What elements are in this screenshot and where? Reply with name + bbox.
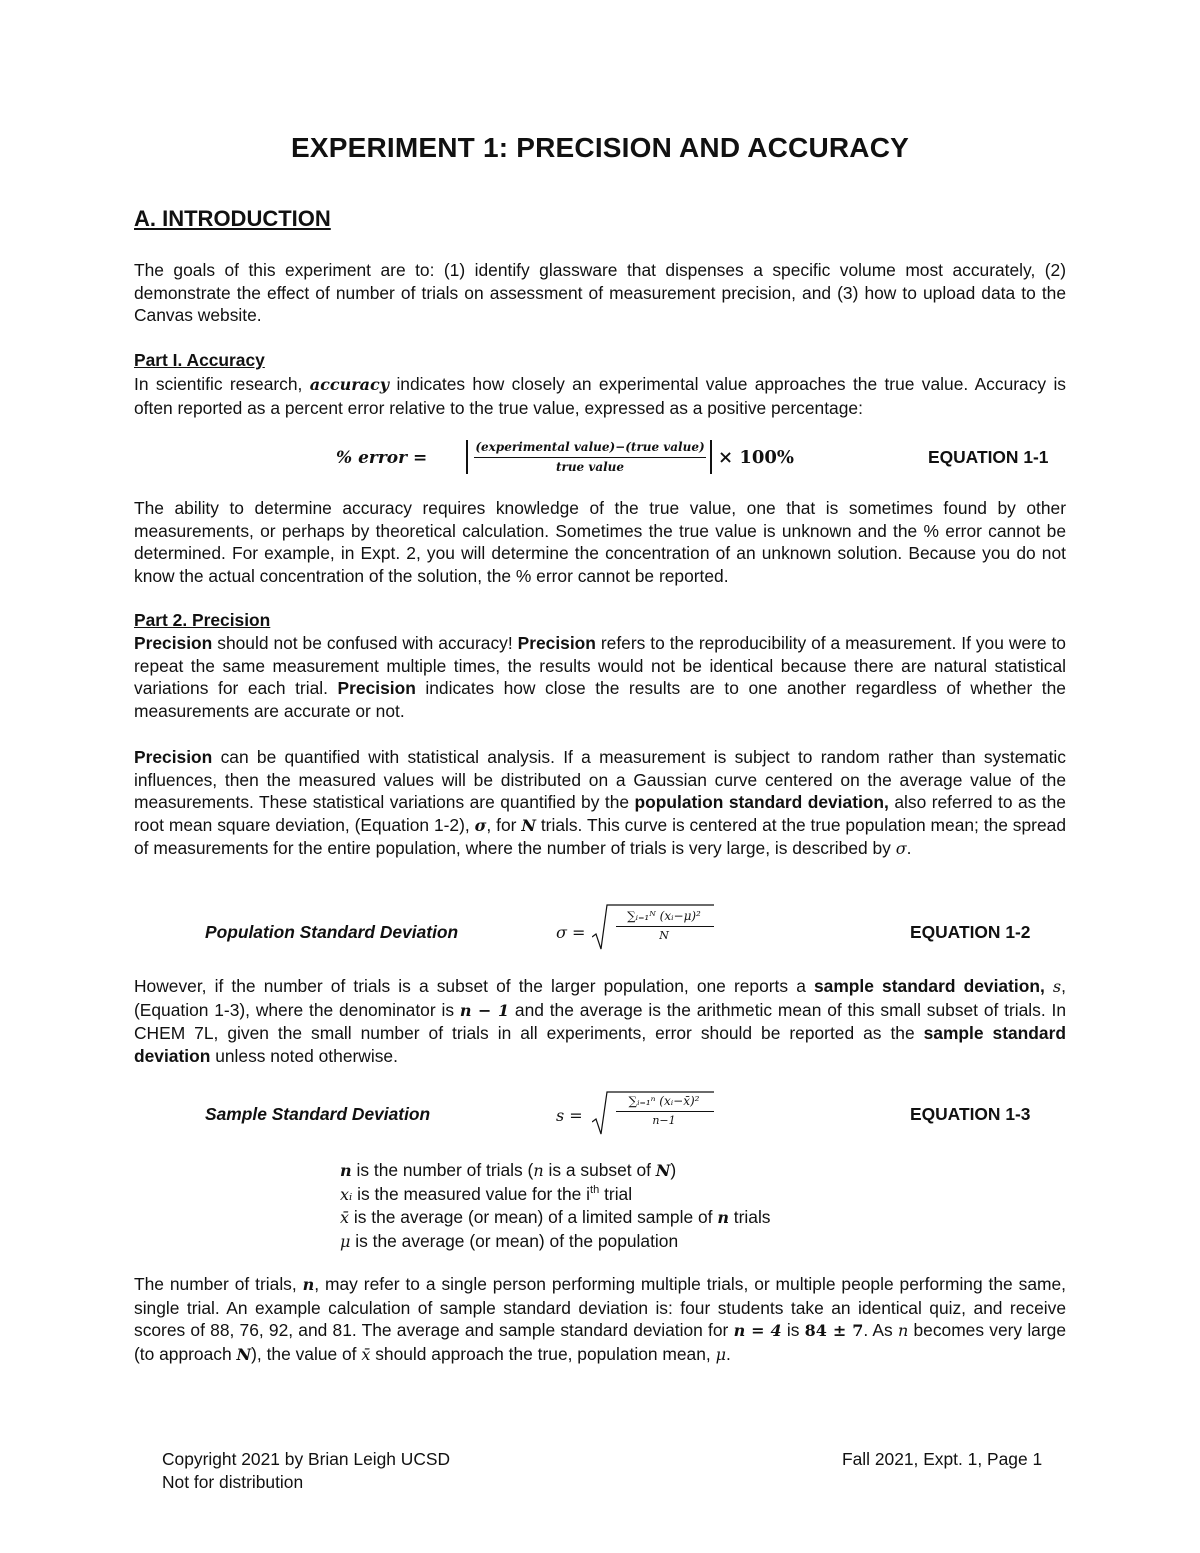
symbol-N: N	[521, 815, 536, 835]
text: can be quantified with statistical analysis. If a measurement is subject to random rather than systematic influences, then the measured values will be distributed on a Gaussian curve centered on the average value of the measurements. These statistical variations are quantified by the	[134, 747, 1066, 813]
symbol: n	[533, 1161, 544, 1180]
text: indicates how closely an experimental value approaches the true value. Accuracy is often reported as a percent error relative to the true value, expressed as a positive percentage:	[134, 374, 1067, 418]
text: and the average is the arithmetic mean of this small subset of trials. In CHEM 7L, given the small number of trials in all experiments, error should be reported as the	[134, 999, 1066, 1044]
term-accuracy: accuracy	[309, 375, 390, 394]
part1-paragraph	[134, 373, 1066, 419]
eq3-numerator: ∑ᵢ₌₁ⁿ (xᵢ−x̄)²	[628, 1094, 700, 1108]
n-minus-1: n − 1	[459, 1000, 510, 1020]
text: is a subset of	[543, 1160, 656, 1180]
text: is the measured value for the i	[352, 1183, 591, 1204]
term-precision: Precision	[134, 633, 213, 653]
equation-1-3-name: Sample Standard Deviation	[205, 1104, 431, 1124]
equation-1-2	[556, 903, 716, 953]
abs-bar-right	[710, 440, 712, 474]
text: The number of trials,	[134, 1274, 297, 1294]
result-value: 84 ± 7	[804, 1321, 864, 1341]
symbol-sigma: σ	[895, 839, 907, 859]
equation-1-1	[336, 438, 806, 478]
text: is the number of trials (	[351, 1160, 534, 1180]
part2-paragraph-4	[134, 1273, 1066, 1366]
footer-page-info: Fall 2021, Expt. 1, Page 1	[842, 1449, 1043, 1469]
superscript: th	[590, 1183, 600, 1196]
part2-heading: Part 2. Precision	[134, 610, 271, 630]
definition-xi	[340, 1183, 771, 1207]
term-precision: Precision	[337, 678, 416, 699]
text: .	[725, 1343, 731, 1364]
eq1-denominator: true value	[555, 460, 625, 474]
text: should not be confused with accuracy!	[217, 633, 513, 653]
text: trial	[599, 1183, 633, 1204]
text: trials	[728, 1207, 771, 1228]
section-heading-introduction: A. INTRODUCTION	[134, 206, 331, 231]
term-precision: Precision	[517, 633, 596, 653]
symbol-mu: μ	[715, 1344, 726, 1364]
definition-mu	[340, 1230, 771, 1254]
symbol-xbar: x̄	[361, 1344, 371, 1364]
eq1-rhs: × 100%	[718, 447, 795, 468]
equation-1-3	[556, 1090, 716, 1140]
equation-1-2-label: EQUATION 1-2	[910, 922, 1031, 942]
term-population-sd: population standard deviation,	[634, 792, 889, 813]
eq1-numerator: (experimental value)−(true value)	[475, 440, 705, 454]
text: However, if the number of trials is a subset of the larger population, one reports a	[134, 976, 806, 996]
part2-paragraph-2	[134, 746, 1066, 861]
part2-paragraph-1	[134, 632, 1066, 722]
equation-1-1-label: EQUATION 1-1	[928, 447, 1049, 467]
fraction-line	[474, 457, 706, 458]
symbol: N	[655, 1161, 671, 1180]
fraction-line	[616, 926, 714, 927]
eq1-lhs: % error =	[336, 448, 428, 468]
text: In scientific research,	[134, 374, 303, 394]
text: trials. This curve is centered at the true population mean; the spread of measurements for the entire population, where the number of trials is very large, is described by	[134, 814, 1066, 859]
term-sample-sd: sample standard deviation	[134, 1023, 1066, 1066]
text: .	[906, 838, 912, 859]
text: )	[670, 1160, 677, 1180]
text: . As	[863, 1320, 893, 1341]
text: is the average (or mean) of a limited sample of	[349, 1207, 718, 1228]
symbol: xᵢ	[340, 1184, 353, 1204]
symbol: n	[717, 1208, 729, 1228]
symbol-n: n	[897, 1321, 909, 1341]
text: , (Equation 1-3), where the denominator is	[134, 976, 1066, 1020]
symbol: x̄	[340, 1208, 350, 1228]
term-precision: Precision	[134, 747, 213, 767]
part1-paragraph-2: The ability to determine accuracy requires knowledge of the true value, one that is sometimes found by other measurements, or perhaps by theoretical calculation. Sometimes the true value is unknown and the % error cannot be determined. For example, in Expt. 2, you will determine the concentration of an unknown solution. Because you do not know the actual concentration of the solution, the % error cannot be reported.	[134, 498, 1066, 586]
eq2-lhs: σ =	[556, 923, 586, 942]
fraction-line	[616, 1111, 714, 1112]
text: is	[786, 1320, 800, 1341]
definition-xbar	[340, 1206, 771, 1230]
symbol-sigma: σ	[474, 815, 487, 835]
definition-n	[340, 1159, 771, 1183]
n-equals-4: n = 4	[733, 1321, 782, 1341]
equation-1-3-label: EQUATION 1-3	[910, 1104, 1031, 1124]
eq2-numerator: ∑ᵢ₌₁ᴺ (xᵢ−μ)²	[627, 909, 701, 923]
term-sample-sd: sample standard deviation,	[814, 976, 1045, 996]
eq3-lhs: s =	[556, 1106, 583, 1125]
symbol-N: N	[236, 1344, 252, 1364]
text: indicates how close the results are to one another regardless of whether the measurements are accurate or not.	[134, 678, 1066, 721]
symbol: n	[340, 1161, 352, 1180]
footer-distribution: Not for distribution	[162, 1471, 304, 1492]
text: , may refer to a single person performing multiple trials, or multiple people performing the same, single trial. An example calculation of sample standard deviation is: four students take an identical quiz, and receive scores of 88, 76, 92, and 81. The average and sample standard deviation for	[134, 1274, 1066, 1341]
page-title: EXPERIMENT 1: PRECISION AND ACCURACY	[290, 132, 910, 163]
text: , for	[486, 814, 517, 835]
intro-paragraph: The goals of this experiment are to: (1) identify glassware that dispenses a specific volume most accurately, (2) demonstrate the effect of number of trials on assessment of measurement precision, and (3) how to upload data to the Canvas website.	[134, 260, 1066, 326]
abs-bar-left	[466, 440, 468, 474]
text: also referred to as the root mean square deviation, (Equation 1-2),	[134, 792, 1066, 835]
part2-paragraph-3	[134, 975, 1066, 1067]
footer-left	[162, 1448, 450, 1493]
eq2-denominator: N	[659, 929, 669, 942]
text: should approach the true, population mean,	[375, 1343, 711, 1364]
text: is the average (or mean) of the population	[350, 1230, 679, 1251]
symbol-n: n	[302, 1275, 315, 1294]
symbol: μ	[340, 1231, 351, 1251]
definitions-list	[340, 1159, 771, 1253]
part1-heading: Part I. Accuracy	[134, 350, 265, 370]
footer-copyright: Copyright 2021 by Brian Leigh UCSD	[162, 1449, 451, 1469]
text: ), the value of	[251, 1343, 357, 1364]
equation-1-2-name: Population Standard Deviation	[205, 922, 459, 942]
text: unless noted otherwise.	[215, 1045, 398, 1066]
text: becomes very large (to approach	[134, 1320, 1066, 1364]
text: refers to the reproducibility of a measurement. If you were to repeat the same measurement multiple times, the results would not be identical because there are natural statistical variations for each trial.	[134, 633, 1066, 699]
symbol-s: s	[1052, 977, 1062, 996]
eq3-denominator: n−1	[652, 1114, 676, 1127]
